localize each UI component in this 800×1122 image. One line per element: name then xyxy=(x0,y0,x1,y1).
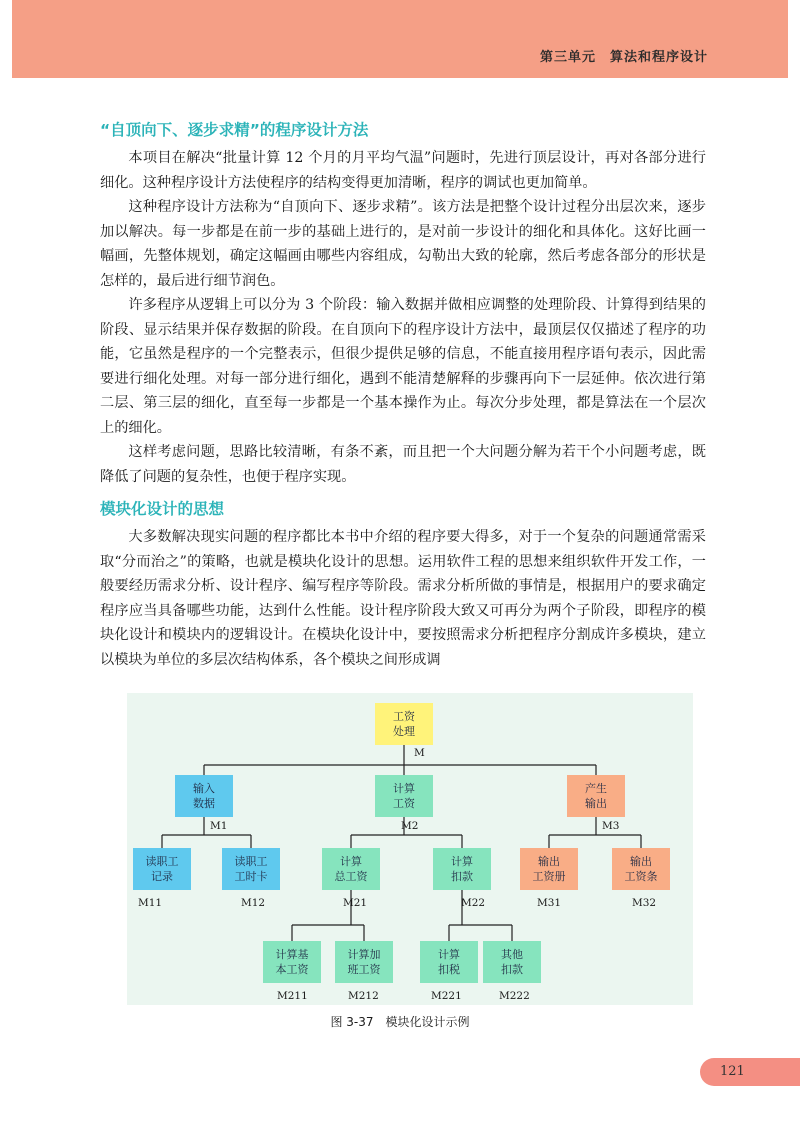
module-name-m21: 计算 xyxy=(340,855,362,868)
modular-design-diagram xyxy=(127,693,693,1005)
module-name-m3: 产生 xyxy=(585,782,607,795)
module-name-m21: 总工资 xyxy=(334,870,368,883)
module-name-m3: 输出 xyxy=(585,797,607,810)
header-band xyxy=(12,0,788,78)
module-name-m221: 扣税 xyxy=(438,963,460,976)
module-name-m2: 工资 xyxy=(393,797,415,810)
module-code-root: M xyxy=(414,747,425,759)
module-name-m2: 计算 xyxy=(393,782,415,795)
module-name-root: 工资 xyxy=(393,710,415,723)
module-code-m212: M212 xyxy=(348,990,379,1002)
module-name-m212: 班工资 xyxy=(347,963,381,976)
module-code-m12: M12 xyxy=(241,897,266,909)
module-name-m31: 工资册 xyxy=(532,870,566,883)
module-code-m21: M21 xyxy=(343,897,368,909)
module-name-m222: 其他 xyxy=(501,948,523,961)
module-name-m1: 输入 xyxy=(193,782,215,795)
paragraph: 许多程序从逻辑上可以分为 3 个阶段：输入数据并做相应调整的处理阶段、计算得到结果的阶段、显示结果并保存数据的阶段。在自顶向下的程序设计方法中，最顶层仅仅描述了程序的功能，它虽然是程序的一个完整表示，但很少提供足够的信息，不能直接用程序语句表示，因此需要进行细化处理。对每一部分进行细化，遇到不能清楚解释的步骤再向下一层延伸。依次进行第二层、第三层的细化，直至每一步都是一个基本操作为止。每次分步处理，都是算法在一个层次上的细化。 xyxy=(100,297,706,436)
diagram-canvas xyxy=(127,693,693,1005)
module-name-m211: 本工资 xyxy=(275,963,309,976)
module-name-m32: 输出 xyxy=(630,855,652,868)
module-name-m12: 工时卡 xyxy=(234,870,268,883)
module-name-m32: 工资条 xyxy=(624,870,658,883)
paragraph: 这种程序设计方法称为“自顶向下、逐步求精”。该方法是把整个设计过程分出层次来，逐步加以解决。每一步都是在前一步的基础上进行的，是对前一步设计的细化和具体化。这好比画一幅画，先整体规划，确定这幅画由哪些内容组成，勾勒出大致的轮廓，然后考虑各部分的形状是怎样的，最后进行细节润色。 xyxy=(100,199,706,289)
page-number: 121 xyxy=(720,1064,745,1079)
module-name-m11: 记录 xyxy=(151,870,173,883)
section-heading-top-down: “自顶向下、逐步求精”的程序设计方法 xyxy=(100,121,369,139)
module-code-m31: M31 xyxy=(537,897,562,909)
module-name-m22: 扣款 xyxy=(451,870,473,883)
module-name-m1: 数据 xyxy=(193,797,215,810)
module-code-m32: M32 xyxy=(632,897,657,909)
module-name-m211: 计算基 xyxy=(275,948,309,961)
module-code-m2: M2 xyxy=(401,820,419,832)
module-name-m31: 输出 xyxy=(538,855,560,868)
paragraph: 本项目在解决“批量计算 12 个月的月平均气温”问题时，先进行顶层设计，再对各部分进行细化。这种程序设计方法使程序的结构变得更加清晰，程序的调试也更加简单。 xyxy=(100,150,706,191)
page-number-tab xyxy=(700,1058,800,1086)
module-name-m11: 读职工 xyxy=(145,855,179,868)
module-code-m22: M22 xyxy=(461,897,486,909)
module-name-m12: 读职工 xyxy=(234,855,268,868)
module-name-m222: 扣款 xyxy=(501,963,523,976)
module-code-m211: M211 xyxy=(277,990,308,1002)
main-content xyxy=(100,118,706,672)
module-code-m1: M1 xyxy=(210,820,228,832)
module-code-m221: M221 xyxy=(431,990,462,1002)
section-heading-modular: 模块化设计的思想 xyxy=(100,500,225,518)
module-name-root: 处理 xyxy=(393,725,415,738)
module-code-m222: M222 xyxy=(499,990,530,1002)
module-name-m212: 计算加 xyxy=(347,948,381,961)
paragraph: 大多数解决现实问题的程序都比本书中介绍的程序要大得多，对于一个复杂的问题通常需采取“分而治之”的策略，也就是模块化设计的思想。运用软件工程的思想来组织软件开发工作，一般要经历需求分析、设计程序、编写程序等阶段。需求分析所做的事情是，根据用户的要求确定程序应当具备哪些功能，达到什么性能。设计程序阶段大致又可再分为两个子阶段，即程序的模块化设计和模块内的逻辑设计。在模块化设计中，要按照需求分析把程序分割成许多模块，建立以模块为单位的多层次结构体系，各个模块之间形成调 xyxy=(100,529,706,668)
module-name-m221: 计算 xyxy=(438,948,460,961)
module-code-m3: M3 xyxy=(602,820,620,832)
figure-caption: 图 3-37 模块化设计示例 xyxy=(330,1015,470,1029)
module-code-m11: M11 xyxy=(138,897,163,909)
paragraph: 这样考虑问题，思路比较清晰，有条不紊，而且把一个大问题分解为若干个小问题考虑，既降低了问题的复杂性，也便于程序实现。 xyxy=(100,444,706,485)
unit-title: 第三单元 算法和程序设计 xyxy=(539,50,708,65)
module-name-m22: 计算 xyxy=(451,855,473,868)
